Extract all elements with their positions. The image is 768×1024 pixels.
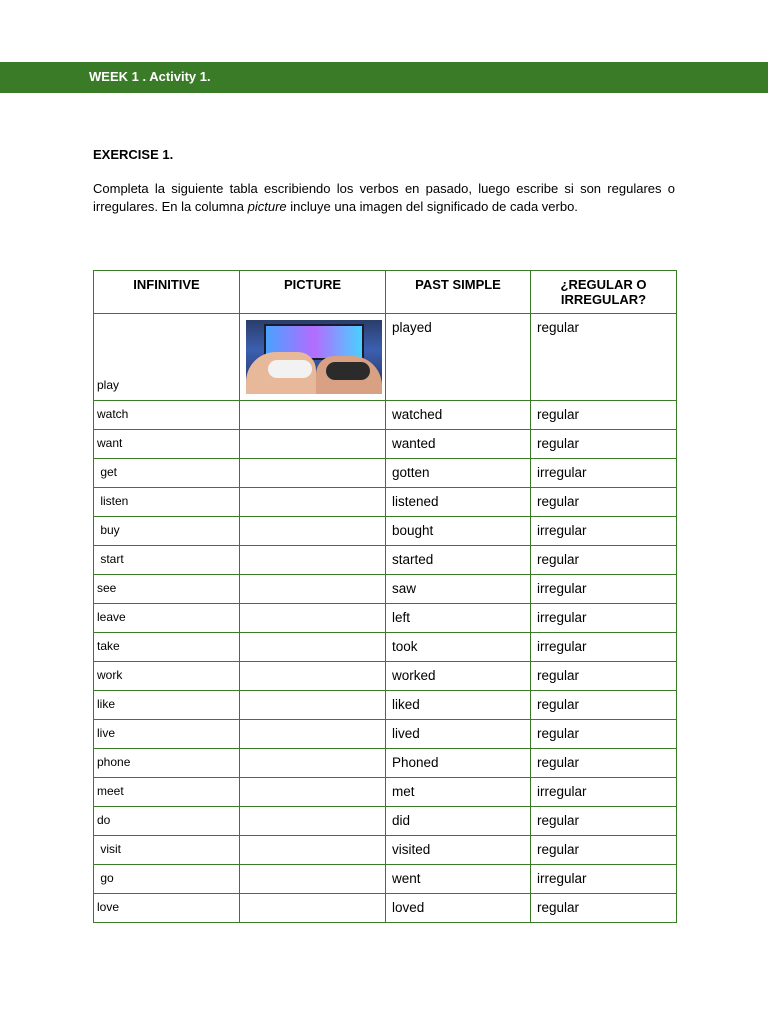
cell-regular-irregular: regular [531, 749, 677, 778]
cell-picture [240, 401, 386, 430]
table-row [94, 807, 677, 836]
cell-past-simple: went [386, 865, 531, 894]
cell-picture [240, 720, 386, 749]
instructions-text-2: incluye una imagen del significado de cada verbo. [286, 199, 578, 214]
cell-past-simple: saw [386, 575, 531, 604]
cell-infinitive: take [94, 633, 240, 662]
cell-regular-irregular: irregular [531, 459, 677, 488]
cell-picture [240, 314, 386, 401]
table-row [94, 314, 677, 401]
cell-past-simple: gotten [386, 459, 531, 488]
cell-infinitive: love [94, 894, 240, 923]
cell-infinitive: play [94, 314, 240, 401]
table-row [94, 894, 677, 923]
cell-regular-irregular: irregular [531, 778, 677, 807]
cell-regular-irregular: regular [531, 836, 677, 865]
instructions-italic: picture [247, 199, 287, 214]
cell-past-simple: started [386, 546, 531, 575]
cell-picture [240, 459, 386, 488]
table-row [94, 575, 677, 604]
cell-past-simple: liked [386, 691, 531, 720]
table-row [94, 749, 677, 778]
cell-picture [240, 749, 386, 778]
header-regular-irregular: ¿REGULAR O IRREGULAR? [531, 271, 677, 314]
exercise-title: EXERCISE 1. [93, 147, 174, 162]
table-row [94, 836, 677, 865]
cell-infinitive: start [94, 546, 240, 575]
cell-picture [240, 894, 386, 923]
header-picture: PICTURE [240, 271, 386, 314]
cell-infinitive: work [94, 662, 240, 691]
cell-infinitive: want [94, 430, 240, 459]
cell-infinitive: see [94, 575, 240, 604]
cell-infinitive: listen [94, 488, 240, 517]
cell-past-simple: bought [386, 517, 531, 546]
cell-past-simple: lived [386, 720, 531, 749]
cell-past-simple: left [386, 604, 531, 633]
cell-past-simple: Phoned [386, 749, 531, 778]
cell-regular-irregular: regular [531, 807, 677, 836]
table-row [94, 546, 677, 575]
table-row [94, 865, 677, 894]
header-banner [0, 62, 768, 93]
cell-past-simple: took [386, 633, 531, 662]
cell-regular-irregular: regular [531, 430, 677, 459]
table-row [94, 604, 677, 633]
cell-regular-irregular: regular [531, 691, 677, 720]
video-game-controllers-photo [246, 320, 382, 394]
cell-picture [240, 807, 386, 836]
cell-past-simple: wanted [386, 430, 531, 459]
cell-picture [240, 575, 386, 604]
cell-past-simple: loved [386, 894, 531, 923]
cell-past-simple: watched [386, 401, 531, 430]
cell-infinitive: watch [94, 401, 240, 430]
cell-past-simple: did [386, 807, 531, 836]
cell-picture [240, 633, 386, 662]
cell-regular-irregular: irregular [531, 633, 677, 662]
header-title: WEEK 1 . Activity 1. [89, 69, 211, 84]
table-row [94, 517, 677, 546]
cell-regular-irregular: regular [531, 314, 677, 401]
cell-regular-irregular: regular [531, 488, 677, 517]
cell-past-simple: worked [386, 662, 531, 691]
table-row [94, 720, 677, 749]
header-infinitive: INFINITIVE [94, 271, 240, 314]
cell-picture [240, 865, 386, 894]
cell-infinitive: leave [94, 604, 240, 633]
table-row [94, 488, 677, 517]
cell-regular-irregular: regular [531, 546, 677, 575]
cell-picture [240, 604, 386, 633]
table-row [94, 430, 677, 459]
cell-infinitive: like [94, 691, 240, 720]
cell-regular-irregular: irregular [531, 517, 677, 546]
cell-picture [240, 662, 386, 691]
table-row [94, 778, 677, 807]
cell-past-simple: played [386, 314, 531, 401]
instructions-text-1: Completa la siguiente tabla escribiendo los verbos en pasado, luego escribe si son regulares o irregulares. En la columna [93, 181, 675, 214]
cell-picture [240, 778, 386, 807]
cell-infinitive: get [94, 459, 240, 488]
table-header-row [94, 271, 677, 314]
cell-infinitive: go [94, 865, 240, 894]
cell-regular-irregular: regular [531, 720, 677, 749]
cell-infinitive: phone [94, 749, 240, 778]
cell-past-simple: listened [386, 488, 531, 517]
table-row [94, 662, 677, 691]
cell-infinitive: live [94, 720, 240, 749]
header-past-simple: PAST SIMPLE [386, 271, 531, 314]
cell-past-simple: met [386, 778, 531, 807]
exercise-instructions [93, 180, 675, 216]
cell-regular-irregular: regular [531, 401, 677, 430]
cell-picture [240, 691, 386, 720]
cell-regular-irregular: irregular [531, 865, 677, 894]
cell-picture [240, 488, 386, 517]
cell-regular-irregular: regular [531, 894, 677, 923]
cell-infinitive: visit [94, 836, 240, 865]
cell-infinitive: do [94, 807, 240, 836]
cell-picture [240, 517, 386, 546]
cell-picture [240, 546, 386, 575]
table-row [94, 633, 677, 662]
cell-infinitive: meet [94, 778, 240, 807]
table-row [94, 401, 677, 430]
cell-picture [240, 430, 386, 459]
cell-regular-irregular: regular [531, 662, 677, 691]
table-row [94, 459, 677, 488]
cell-infinitive: buy [94, 517, 240, 546]
cell-past-simple: visited [386, 836, 531, 865]
table-body [94, 314, 677, 923]
table-row [94, 691, 677, 720]
cell-regular-irregular: irregular [531, 575, 677, 604]
verbs-table [93, 270, 677, 923]
cell-regular-irregular: irregular [531, 604, 677, 633]
cell-picture [240, 836, 386, 865]
